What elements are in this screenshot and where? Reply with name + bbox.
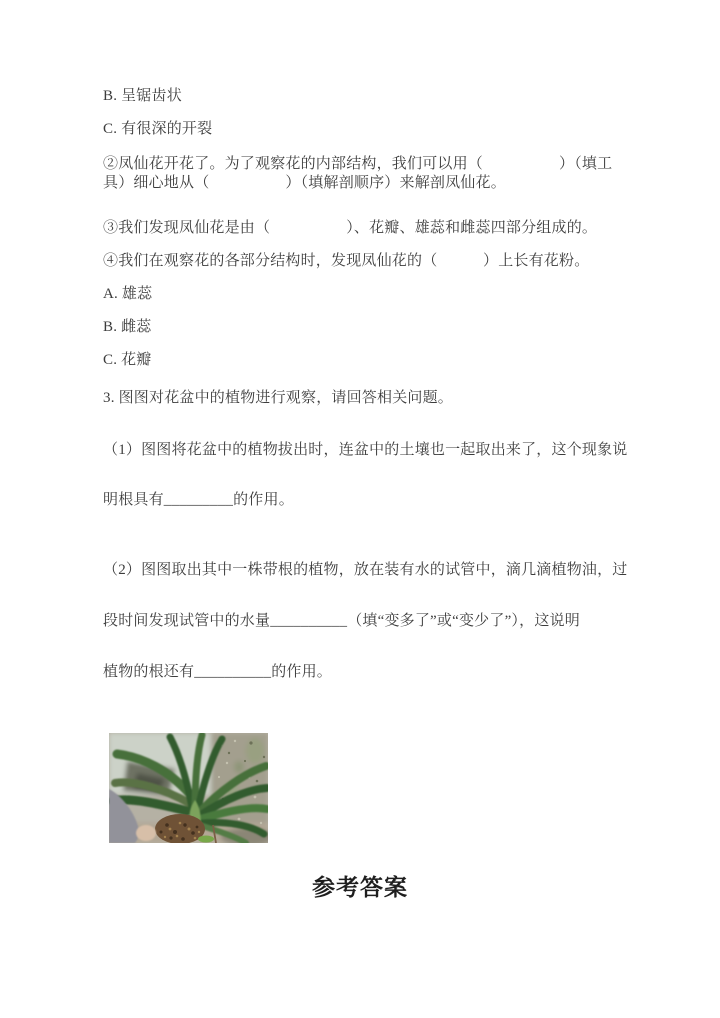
question-5-part-1 <box>103 425 628 525</box>
question-5-part-2 <box>103 545 628 698</box>
question-2 <box>103 155 612 193</box>
question-2-line-2: 具）细心地从（ ）（填解剖顺序）来解剖凤仙花。 <box>103 175 506 191</box>
q5-part1-line-1: （1）图图将花盆中的植物拔出时，连盆中的土壤也一起取出来了，这个现象说 <box>103 442 628 458</box>
answer-section-heading: 参考答案 <box>312 875 408 900</box>
question-5-intro: 3. 图图对花盆中的植物进行观察，请回答相关问题。 <box>103 390 454 406</box>
question-3-statement: ③我们发现凤仙花是由（ ）、花瓣、雄蕊和雌蕊四部分组成的。 <box>103 220 598 236</box>
option-a-stamen: A. 雄蕊 <box>103 286 153 302</box>
plant-photo-illustration <box>109 733 268 843</box>
question-2-line-1: ②凤仙花开花了。为了观察花的内部结构，我们可以用（ ）（填工 <box>103 156 613 172</box>
option-b-top: B. 呈锯齿状 <box>103 88 182 104</box>
question-4-statement: ④我们在观察花的各部分结构时，发现凤仙花的（ ）上长有花粉。 <box>103 253 590 269</box>
q5-part1-line-2: 明根具有_________的作用。 <box>103 492 294 508</box>
q5-part2-line-2: 段时间发现试管中的水量__________（填“变多了”或“变少了”），这说明 <box>103 613 580 629</box>
root-ball <box>155 814 205 843</box>
q5-part2-line-3: 植物的根还有__________的作用。 <box>103 664 333 680</box>
hand <box>136 825 156 841</box>
option-c-top: C. 有很深的开裂 <box>103 121 213 137</box>
q5-part2-line-1: （2）图图取出其中一株带根的植物，放在装有水的试管中，滴几滴植物油，过 <box>103 562 628 578</box>
option-c-petal: C. 花瓣 <box>103 352 152 368</box>
option-b-pistil: B. 雌蕊 <box>103 319 152 335</box>
leaf-bit <box>198 836 214 843</box>
plant-photo <box>109 733 268 843</box>
